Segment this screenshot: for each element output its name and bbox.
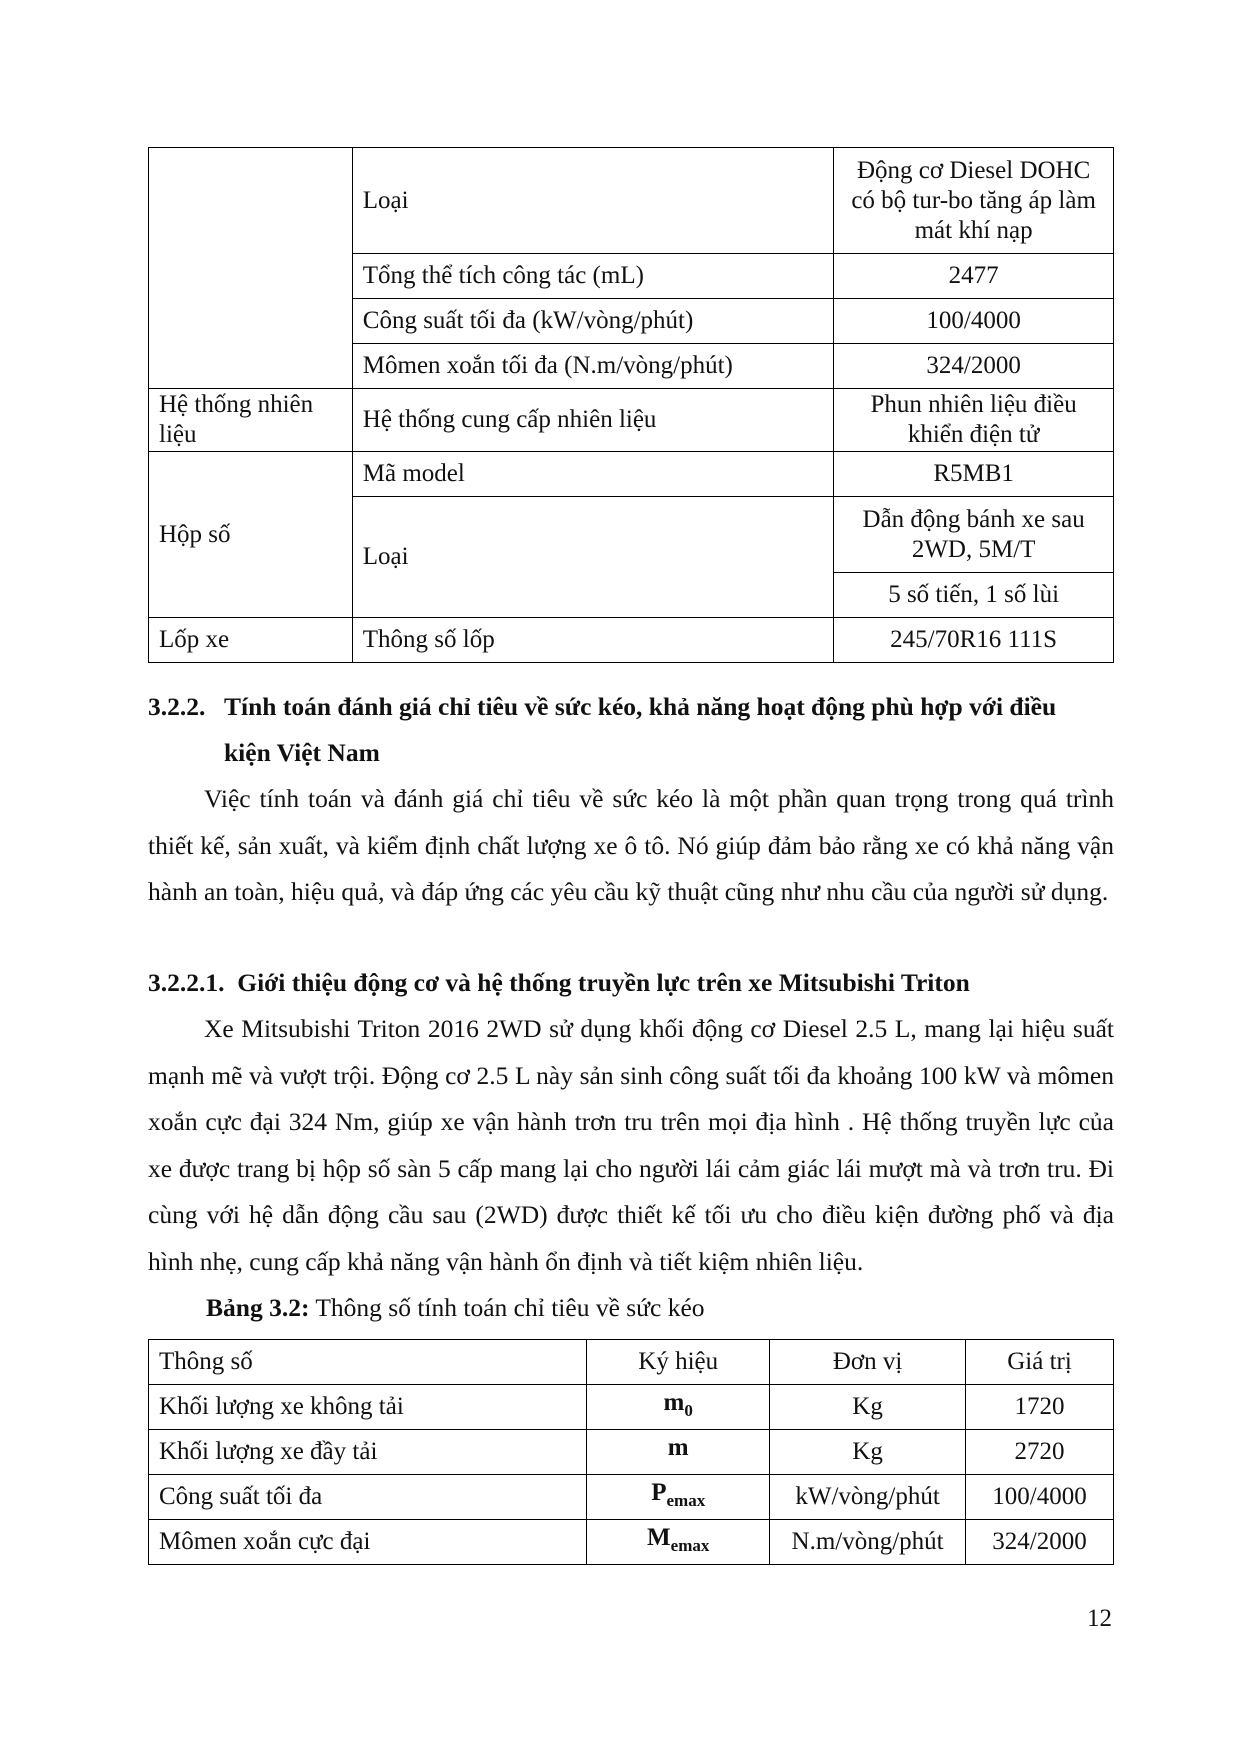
header-cell: Ký hiệu xyxy=(587,1340,770,1385)
spec-name-cell: Mã model xyxy=(352,452,833,497)
spec-value-cell: 2477 xyxy=(834,254,1114,299)
spec-name-cell: Thông số lốp xyxy=(352,618,833,663)
header-cell: Thông số xyxy=(149,1340,587,1385)
unit-cell: Kg xyxy=(770,1430,966,1475)
table-header-row xyxy=(149,1340,1114,1385)
unit-cell: kW/vòng/phút xyxy=(770,1475,966,1520)
subsection-heading xyxy=(148,968,1114,998)
spec-value-cell: 5 số tiến, 1 số lùi xyxy=(834,573,1114,618)
table-row xyxy=(149,1430,1114,1475)
table-row xyxy=(149,1520,1114,1565)
engine-paragraph: Xe Mitsubishi Triton 2016 2WD sử dụng khối động cơ Diesel 2.5 L, mang lại hiệu suất mạnh mẽ và vượt trội. Động cơ 2.5 L này sản sinh công suất tối đa khoảng 100 kW và mômen xoắn cực đại 324 Nm, giúp xe vận hành trơn tru trên mọi địa hình . Hệ thống truyền lực của xe được trang bị hộp số sàn 5 cấp mang lại cho người lái cảm giác lái mượt mà và trơn tru. Đi cùng với hệ dẫn động cầu sau (2WD) được thiết kế tối ưu cho điều kiện đường phố và địa hình nhẹ, cung cấp khả năng vận hành ổn định và tiết kiệm nhiên liệu. xyxy=(148,1014,1114,1276)
spec-group-cell: Hộp số xyxy=(149,452,353,618)
symbol-cell: $P_{emax}$ xyxy=(587,1475,770,1520)
caption-text: Thông số tính toán chỉ tiêu về sức kéo xyxy=(309,1293,705,1322)
table-row xyxy=(149,389,1114,452)
spec-name-cell: Công suất tối đa (kW/vòng/phút) xyxy=(352,299,833,344)
spec-name-cell: Mômen xoắn tối đa (N.m/vòng/phút) xyxy=(352,344,833,389)
symbol-cell: m xyxy=(587,1430,770,1475)
spec-name-cell: Loại xyxy=(352,497,833,618)
header-cell: Giá trị xyxy=(966,1340,1114,1385)
table-caption xyxy=(206,1293,705,1323)
subsection-number: 3.2.2.1. xyxy=(148,968,225,997)
engine-spec-table xyxy=(148,147,1114,663)
param-cell: Khối lượng xe đầy tải xyxy=(149,1430,587,1475)
section-title-line2: kiện Việt Nam xyxy=(224,738,380,767)
spec-value-cell: 100/4000 xyxy=(834,299,1114,344)
value-cell: 324/2000 xyxy=(966,1520,1114,1565)
caption-label: Bảng 3.2: xyxy=(206,1293,310,1322)
section-heading xyxy=(148,692,1114,722)
value-cell: 1720 xyxy=(966,1385,1114,1430)
spec-group-cell xyxy=(149,148,353,389)
section-number: 3.2.2. xyxy=(148,692,206,721)
table-row xyxy=(149,148,1114,254)
param-cell: Mômen xoắn cực đại xyxy=(149,1520,587,1565)
symbol-cell: $m_0$ xyxy=(587,1385,770,1430)
table-row xyxy=(149,1385,1114,1430)
spec-value-cell: Dẫn động bánh xe sau 2WD, 5M/T xyxy=(834,497,1114,573)
spec-value-cell: Động cơ Diesel DOHC có bộ tur-bo tăng áp làm mát khí nạp xyxy=(834,148,1114,254)
unit-cell: N.m/vòng/phút xyxy=(770,1520,966,1565)
subsection-title: Giới thiệu động cơ và hệ thống truyền lực trên xe Mitsubishi Triton xyxy=(237,968,970,997)
section-heading-cont xyxy=(224,738,1114,768)
value-cell: 2720 xyxy=(966,1430,1114,1475)
spec-value-cell: 324/2000 xyxy=(834,344,1114,389)
spec-group-cell: Hệ thống nhiên liệu xyxy=(149,389,353,452)
spec-name-cell: Hệ thống cung cấp nhiên liệu xyxy=(352,389,833,452)
intro-paragraph: Việc tính toán và đánh giá chỉ tiêu về sức kéo là một phần quan trọng trong quá trình thiết kế, sản xuất, và kiểm định chất lượng xe ô tô. Nó giúp đảm bảo rằng xe có khả năng vận hành an toàn, hiệu quả, và đáp ứng các yêu cầu kỹ thuật cũng như nhu cầu của người sử dụng. xyxy=(148,784,1114,906)
spec-value-cell: 245/70R16 111S xyxy=(834,618,1114,663)
unit-cell: Kg xyxy=(770,1385,966,1430)
header-cell: Đơn vị xyxy=(770,1340,966,1385)
spec-group-cell: Lốp xe xyxy=(149,618,353,663)
spec-value-cell: Phun nhiên liệu điều khiển điện tử xyxy=(834,389,1114,452)
traction-param-table xyxy=(148,1339,1114,1565)
page-number: 12 xyxy=(1087,1605,1112,1632)
param-cell: Khối lượng xe không tải xyxy=(149,1385,587,1430)
symbol-cell: $M_{emax}$ xyxy=(587,1520,770,1565)
table-row xyxy=(149,618,1114,663)
section-title-line1: Tính toán đánh giá chỉ tiêu về sức kéo, khả năng hoạt động phù hợp với điều xyxy=(224,692,1057,721)
spec-name-cell: Tổng thể tích công tác (mL) xyxy=(352,254,833,299)
spec-name-cell: Loại xyxy=(352,148,833,254)
table-row xyxy=(149,1475,1114,1520)
param-cell: Công suất tối đa xyxy=(149,1475,587,1520)
spec-value-cell: R5MB1 xyxy=(834,452,1114,497)
table-row xyxy=(149,452,1114,497)
value-cell: 100/4000 xyxy=(966,1475,1114,1520)
